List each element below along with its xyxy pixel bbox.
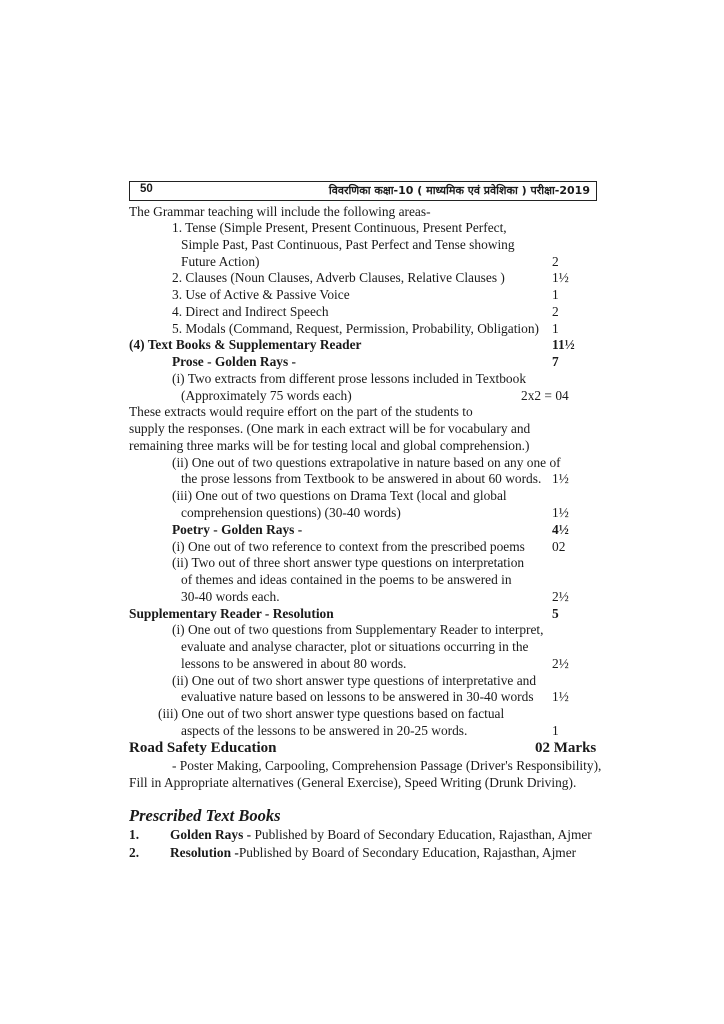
book-name: Resolution - — [170, 845, 239, 860]
prescribed-title: Prescribed Text Books — [129, 806, 281, 825]
marks-value: 1½ — [552, 471, 569, 486]
prescribed-item-number: 2. — [129, 845, 140, 860]
marks-value: 1½ — [552, 505, 569, 520]
road-safety-line-2: Fill in Appropriate alternatives (General Exercise), Speed Writing (Drunk Driving). — [129, 775, 577, 790]
syllabus-line: of themes and ideas contained in the poems to be answered in — [181, 572, 512, 587]
syllabus-line: Poetry - Golden Rays - — [172, 522, 303, 537]
syllabus-line: 5. Modals (Command, Request, Permission, Probability, Obligation) — [172, 321, 539, 336]
page-number: 50 — [140, 183, 153, 195]
syllabus-line: Prose - Golden Rays - — [172, 354, 296, 369]
syllabus-line: evaluative nature based on lessons to be answered in 30-40 words — [181, 689, 534, 704]
marks-value: 1 — [552, 321, 559, 336]
marks-value: 5 — [552, 606, 559, 621]
syllabus-line: remaining three marks will be for testing local and global comprehension.) — [129, 438, 530, 453]
syllabus-line: (ii) Two out of three short answer type questions on interpretation — [172, 555, 525, 570]
marks-value: 4½ — [552, 522, 569, 537]
syllabus-line: aspects of the lessons to be answered in 20-25 words. — [181, 723, 468, 738]
syllabus-line: lessons to be answered in about 80 words. — [181, 656, 407, 671]
syllabus-line: evaluate and analyse character, plot or situations occurring in the — [181, 639, 529, 654]
marks-value: 2 — [552, 304, 559, 319]
road-safety-line-1: - Poster Making, Carpooling, Comprehension Passage (Driver's Responsibility), — [172, 758, 602, 773]
marks-value: 2½ — [552, 589, 569, 604]
book-publisher: Published by Board of Secondary Education, Rajasthan, Ajmer — [251, 827, 592, 842]
syllabus-line: (ii) One out of two questions extrapolative in nature based on any one of — [172, 455, 561, 470]
prescribed-item-text — [170, 845, 576, 861]
syllabus-line: (i) One out of two questions from Supplementary Reader to interpret, — [172, 622, 544, 637]
syllabus-line: comprehension questions) (30-40 words) — [181, 505, 401, 520]
book-publisher: Published by Board of Secondary Education, Rajasthan, Ajmer — [238, 845, 577, 860]
syllabus-line: Supplementary Reader - Resolution — [129, 606, 334, 621]
syllabus-line: 30-40 words each. — [181, 589, 280, 604]
syllabus-line: 1. Tense (Simple Present, Present Continuous, Present Perfect, — [172, 220, 507, 235]
marks-value: 2½ — [552, 656, 569, 671]
syllabus-line: Simple Past, Past Continuous, Past Perfect and Tense showing — [181, 237, 515, 252]
marks-value: 2x2 = 04 — [521, 388, 569, 403]
syllabus-line: (4) Text Books & Supplementary Reader — [129, 337, 362, 352]
prescribed-item-number: 1. — [129, 827, 140, 842]
marks-value: 11½ — [552, 337, 575, 352]
syllabus-line: Future Action) — [181, 254, 260, 269]
marks-value: 2 — [552, 254, 559, 269]
marks-value: 1 — [552, 287, 559, 302]
syllabus-line: the prose lessons from Textbook to be answered in about 60 words. — [181, 471, 542, 486]
syllabus-line: These extracts would require effort on the part of the students to — [129, 404, 473, 419]
prescribed-item-text — [170, 827, 592, 843]
marks-value: 7 — [552, 354, 559, 369]
syllabus-line: The Grammar teaching will include the following areas- — [129, 204, 431, 219]
marks-value: 1½ — [552, 689, 569, 704]
syllabus-line: (i) Two extracts from different prose lessons included in Textbook — [172, 371, 527, 386]
syllabus-line: (i) One out of two reference to context from the prescribed poems — [172, 539, 525, 554]
road-safety-title: Road Safety Education — [129, 740, 277, 756]
syllabus-line: 3. Use of Active & Passive Voice — [172, 287, 350, 302]
syllabus-line: 2. Clauses (Noun Clauses, Adverb Clauses, Relative Clauses ) — [172, 270, 505, 285]
road-safety-marks: 02 Marks — [535, 740, 597, 756]
marks-value: 1½ — [552, 270, 569, 285]
syllabus-line: supply the responses. (One mark in each extract will be for vocabulary and — [129, 421, 531, 436]
syllabus-line: (iii) One out of two questions on Drama Text (local and global — [172, 488, 507, 503]
syllabus-line: (iii) One out of two short answer type questions based on factual — [158, 706, 505, 721]
marks-value: 1 — [552, 723, 559, 738]
header-title: विवरणिका कक्षा-10 ( माध्यमिक एवं प्रवेशिका ) परीक्षा-2019 — [328, 184, 590, 197]
book-name: Golden Rays - — [170, 827, 252, 842]
syllabus-line: (ii) One out of two short answer type questions of interpretative and — [172, 673, 537, 688]
syllabus-line: 4. Direct and Indirect Speech — [172, 304, 329, 319]
syllabus-line: (Approximately 75 words each) — [181, 388, 352, 403]
page-header — [129, 181, 597, 201]
marks-value: 02 — [552, 539, 566, 554]
